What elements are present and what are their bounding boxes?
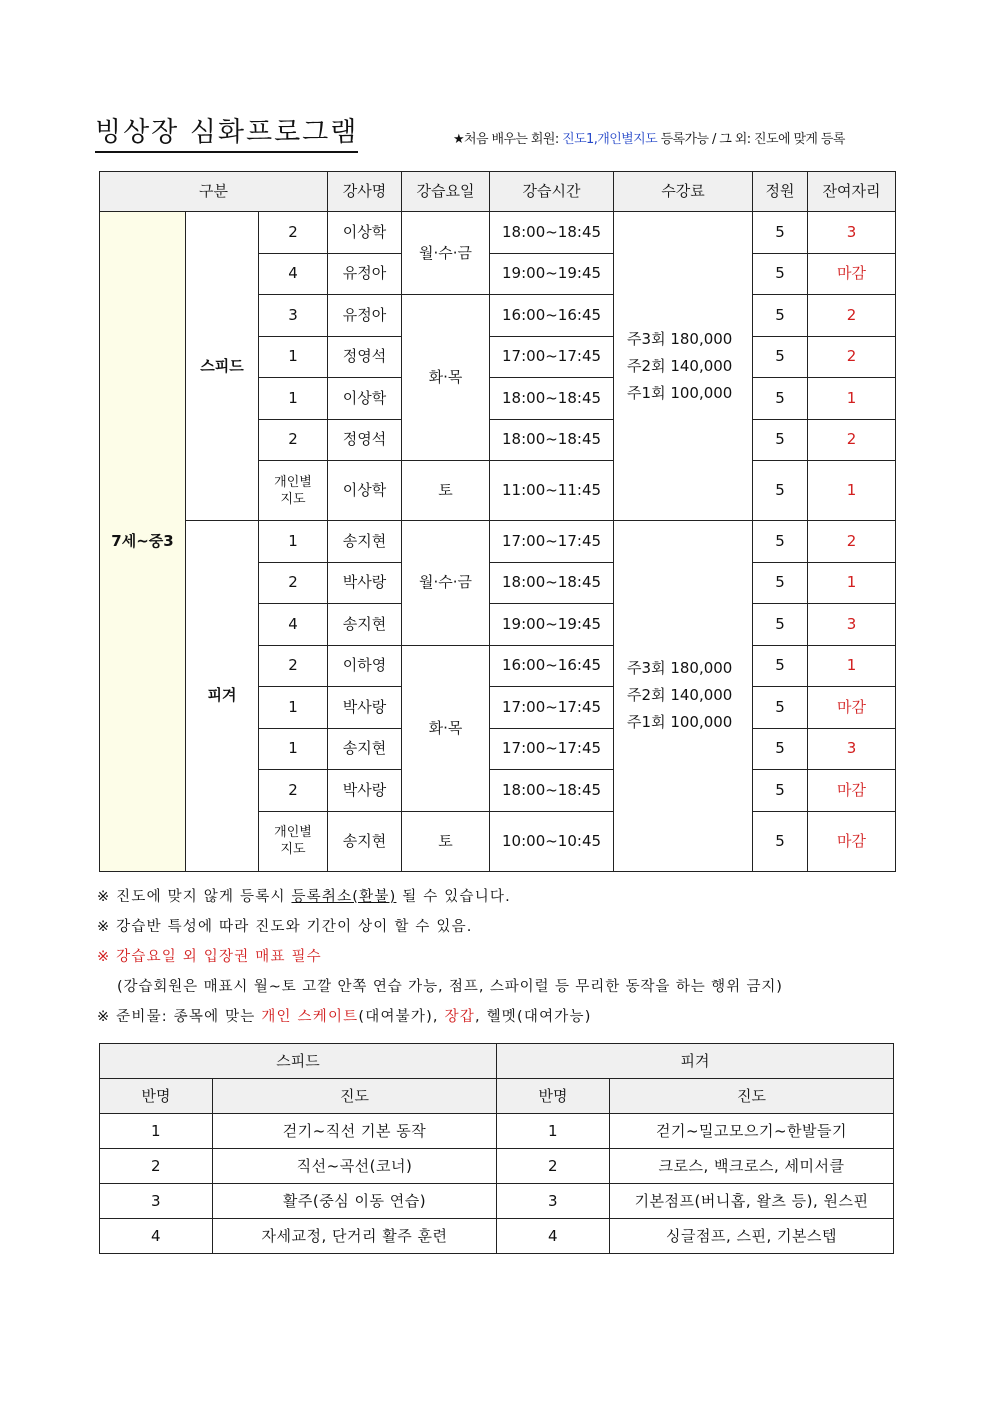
level: 2	[259, 419, 328, 461]
level-private-line1: 개인별	[274, 825, 312, 840]
table-row	[100, 212, 896, 254]
note-5-red-2: 장갑	[444, 1009, 475, 1025]
levels-header-row	[100, 1079, 894, 1114]
instructor: 박사랑	[328, 770, 402, 812]
levels-figure-title: 피겨	[497, 1044, 894, 1079]
figure-class-no: 1	[497, 1114, 610, 1149]
days: 토	[402, 461, 490, 521]
remaining: 3	[808, 728, 896, 770]
capacity: 5	[753, 770, 808, 812]
schedule-table	[99, 171, 896, 872]
levels-col-level: 진도	[213, 1079, 497, 1114]
capacity: 5	[753, 461, 808, 521]
level: 2	[259, 770, 328, 812]
remaining: 1	[808, 378, 896, 420]
fee-line: 주3회 180,000	[627, 329, 733, 348]
time: 18:00~18:45	[490, 378, 614, 420]
figure-class-desc: 걷기~밀고모으기~한발들기	[610, 1114, 894, 1149]
instructor: 정영석	[328, 419, 402, 461]
remaining: 마감	[808, 253, 896, 295]
levels-table	[99, 1043, 894, 1254]
levels-speed-title: 스피드	[100, 1044, 497, 1079]
note-2: ※ 강습반 특성에 따라 진도와 기간이 상이 할 수 있음.	[97, 919, 473, 935]
level-private-line1: 개인별	[274, 474, 312, 490]
days: 월·수·금	[402, 521, 490, 646]
capacity: 5	[753, 604, 808, 646]
note-5-text-c: , 헬멧(대여가능)	[474, 1009, 592, 1025]
level-private-line2: 지도	[280, 842, 306, 857]
time: 16:00~16:45	[490, 645, 614, 687]
level: 1	[259, 378, 328, 420]
capacity: 5	[753, 645, 808, 687]
instructor: 송지현	[328, 728, 402, 770]
time: 17:00~17:45	[490, 687, 614, 729]
time: 18:00~18:45	[490, 562, 614, 604]
levels-title-row	[100, 1044, 894, 1079]
speed-class-no: 2	[100, 1149, 213, 1184]
capacity: 5	[753, 728, 808, 770]
remaining: 3	[808, 604, 896, 646]
time: 10:00~10:45	[490, 811, 614, 871]
remaining: 3	[808, 212, 896, 254]
levels-col-class: 반명	[497, 1079, 610, 1114]
remaining: 마감	[808, 811, 896, 871]
header-instructor: 강사명	[328, 172, 402, 212]
levels-col-class: 반명	[100, 1079, 213, 1114]
figure-class-desc: 기본점프(버니홉, 왈츠 등), 원스핀	[610, 1184, 894, 1219]
time: 18:00~18:45	[490, 419, 614, 461]
figure-class-no: 2	[497, 1149, 610, 1184]
level-private	[259, 461, 328, 521]
time: 18:00~18:45	[490, 212, 614, 254]
fee-line: 주1회 100,000	[627, 713, 733, 732]
capacity: 5	[753, 212, 808, 254]
speed-class-desc: 직선~곡선(코너)	[213, 1149, 497, 1184]
header-capacity: 정원	[753, 172, 808, 212]
note-5	[97, 1006, 897, 1036]
instructor: 이하영	[328, 645, 402, 687]
fee-line: 주3회 180,000	[627, 659, 733, 678]
remaining: 마감	[808, 770, 896, 812]
time: 19:00~19:45	[490, 253, 614, 295]
note-1-text-b: 될 수 있습니다.	[396, 889, 511, 905]
remaining: 2	[808, 521, 896, 563]
figure-class-desc: 크로스, 백크로스, 세미서클	[610, 1149, 894, 1184]
speed-class-no: 1	[100, 1114, 213, 1149]
figure-class-no: 4	[497, 1219, 610, 1254]
header-fee: 수강료	[614, 172, 753, 212]
instructor: 송지현	[328, 521, 402, 563]
table-row	[100, 1114, 894, 1149]
levels-col-level: 진도	[610, 1079, 894, 1114]
remaining: 마감	[808, 687, 896, 729]
time: 17:00~17:45	[490, 521, 614, 563]
level: 1	[259, 336, 328, 378]
capacity: 5	[753, 378, 808, 420]
header-time: 강습시간	[490, 172, 614, 212]
schedule-header-row	[100, 172, 896, 212]
remaining: 2	[808, 295, 896, 337]
time: 16:00~16:45	[490, 295, 614, 337]
category-figure: 피겨	[186, 521, 259, 872]
level: 2	[259, 212, 328, 254]
fee-line: 주1회 100,000	[627, 383, 733, 402]
instructor: 박사랑	[328, 687, 402, 729]
instructor: 유정아	[328, 253, 402, 295]
table-row	[100, 1149, 894, 1184]
remaining: 1	[808, 645, 896, 687]
instructor: 이상학	[328, 461, 402, 521]
note-5-text-a: ※ 준비물: 종목에 맞는	[97, 1009, 262, 1025]
fee-figure	[614, 521, 753, 872]
capacity: 5	[753, 419, 808, 461]
fee-speed	[614, 212, 753, 521]
table-row	[100, 521, 896, 563]
header-remaining: 잔여자리	[808, 172, 896, 212]
figure-class-desc: 싱글점프, 스핀, 기본스텝	[610, 1219, 894, 1254]
level-private-line2: 지도	[280, 491, 306, 507]
instructor: 이상학	[328, 212, 402, 254]
remaining: 1	[808, 562, 896, 604]
table-row	[100, 1184, 894, 1219]
figure-class-no: 3	[497, 1184, 610, 1219]
capacity: 5	[753, 562, 808, 604]
time: 17:00~17:45	[490, 728, 614, 770]
remaining: 1	[808, 461, 896, 521]
capacity: 5	[753, 253, 808, 295]
level: 1	[259, 728, 328, 770]
time: 18:00~18:45	[490, 770, 614, 812]
speed-class-desc: 걷기~직선 기본 동작	[213, 1114, 497, 1149]
instructor: 송지현	[328, 811, 402, 871]
speed-class-desc: 활주(중심 이동 연습)	[213, 1184, 497, 1219]
time: 11:00~11:45	[490, 461, 614, 521]
time: 17:00~17:45	[490, 336, 614, 378]
age-group: 7세~중3	[100, 212, 186, 872]
capacity: 5	[753, 295, 808, 337]
registration-note	[453, 128, 845, 147]
header-days: 강습요일	[402, 172, 490, 212]
level: 3	[259, 295, 328, 337]
note-1	[97, 886, 897, 916]
level: 4	[259, 604, 328, 646]
page-title: 빙상장 심화프로그램	[95, 116, 358, 153]
category-speed: 스피드	[186, 212, 259, 521]
capacity: 5	[753, 687, 808, 729]
remaining: 2	[808, 419, 896, 461]
level: 2	[259, 562, 328, 604]
level-private	[259, 811, 328, 871]
instructor: 박사랑	[328, 562, 402, 604]
speed-class-no: 4	[100, 1219, 213, 1254]
registration-note-star: ★처음 배우는 회원:	[453, 132, 563, 147]
notes	[97, 886, 897, 1036]
speed-class-desc: 자세교정, 단거리 활주 훈련	[213, 1219, 497, 1254]
instructor: 정영석	[328, 336, 402, 378]
level: 1	[259, 687, 328, 729]
days: 토	[402, 811, 490, 871]
fee-line: 주2회 140,000	[627, 686, 733, 705]
time: 19:00~19:45	[490, 604, 614, 646]
level: 4	[259, 253, 328, 295]
note-5-red-1: 개인 스케이트	[261, 1009, 359, 1025]
note-1-underline: 등록취소(환불)	[291, 889, 397, 905]
note-3: ※ 강습요일 외 입장권 매표 필수	[97, 949, 322, 965]
table-row	[100, 1219, 894, 1254]
speed-class-no: 3	[100, 1184, 213, 1219]
registration-note-highlight: 진도1,개인별지도	[562, 132, 658, 147]
header-category: 구분	[100, 172, 328, 212]
instructor: 이상학	[328, 378, 402, 420]
days: 화·목	[402, 645, 490, 811]
days: 월·수·금	[402, 212, 490, 295]
instructor: 송지현	[328, 604, 402, 646]
fee-line: 주2회 140,000	[627, 356, 733, 375]
remaining: 2	[808, 336, 896, 378]
capacity: 5	[753, 521, 808, 563]
note-4: (강습회원은 매표시 월~토 고깔 안쪽 연습 가능, 점프, 스파이럴 등 무리한 동작을 하는 행위 금지)	[117, 979, 783, 995]
registration-note-rest: 등록가능 / 그 외: 진도에 맞게 등록	[657, 132, 845, 147]
days: 화·목	[402, 295, 490, 461]
level: 2	[259, 645, 328, 687]
instructor: 유정아	[328, 295, 402, 337]
level: 1	[259, 521, 328, 563]
note-1-text-a: ※ 진도에 맞지 않게 등록시	[97, 889, 292, 905]
capacity: 5	[753, 336, 808, 378]
note-5-text-b: (대여불가),	[358, 1009, 445, 1025]
capacity: 5	[753, 811, 808, 871]
